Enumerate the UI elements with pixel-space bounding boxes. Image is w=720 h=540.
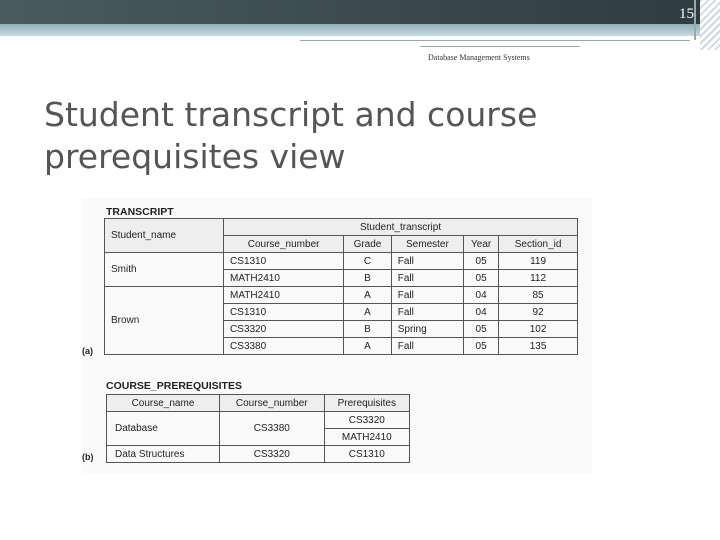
col-header: Semester <box>391 236 463 253</box>
table-cell: 112 <box>499 270 578 287</box>
table-cell: Fall <box>391 270 463 287</box>
table-cell: 135 <box>499 338 578 355</box>
course-number: CS3380 <box>219 412 324 446</box>
table-cell: Fall <box>391 287 463 304</box>
table-row <box>107 412 410 429</box>
col-header: Course_number <box>219 395 324 412</box>
table-cell: 119 <box>499 253 578 270</box>
table-cell: MATH2410 <box>224 287 344 304</box>
header-accent-bar <box>0 24 700 36</box>
header-student-transcript: Student_transcript <box>224 219 578 236</box>
slide-title: Student transcript and course prerequisites view <box>44 95 538 176</box>
student-name: Smith <box>105 253 224 287</box>
course-name: Data Structures <box>107 446 220 463</box>
figure-caption-a: (a) <box>82 346 93 356</box>
table-cell: 05 <box>464 338 499 355</box>
table-cell: Fall <box>391 338 463 355</box>
course-name: Database <box>107 412 220 446</box>
table-cell: 102 <box>499 321 578 338</box>
col-header: Year <box>464 236 499 253</box>
table-cell: A <box>344 287 392 304</box>
table-cell: 05 <box>464 321 499 338</box>
table-cell: C <box>344 253 392 270</box>
transcript-table <box>104 218 578 355</box>
table-cell: Fall <box>391 304 463 321</box>
table-cell: 92 <box>499 304 578 321</box>
col-header: Prerequisites <box>324 395 409 412</box>
table-cell: MATH2410 <box>224 270 344 287</box>
table-row <box>107 446 410 463</box>
table-cell: CS1310 <box>224 304 344 321</box>
header-student-name: Student_name <box>105 219 224 253</box>
table-cell: A <box>344 304 392 321</box>
course-number: CS3320 <box>219 446 324 463</box>
table-cell: 85 <box>499 287 578 304</box>
corner-pattern <box>700 0 720 50</box>
transcript-label: TRANSCRIPT <box>106 206 174 218</box>
slide-number: 15 <box>679 6 694 22</box>
table-cell: 04 <box>464 287 499 304</box>
table-cell: CS1310 <box>224 253 344 270</box>
decor-line <box>420 46 580 47</box>
col-header: Course_name <box>107 395 220 412</box>
figure-caption-b: (b) <box>82 452 94 462</box>
header-bar <box>0 0 700 24</box>
table-cell: B <box>344 321 392 338</box>
decor-line <box>694 0 696 40</box>
table-cell: 05 <box>464 270 499 287</box>
prerequisite: MATH2410 <box>324 429 409 446</box>
table-cell: Fall <box>391 253 463 270</box>
table-cell: 04 <box>464 304 499 321</box>
col-header: Course_number <box>224 236 344 253</box>
col-header: Grade <box>344 236 392 253</box>
course-title: Database Management Systems <box>428 53 530 62</box>
figure-scan <box>82 198 592 473</box>
table-cell: A <box>344 338 392 355</box>
col-header: Section_id <box>499 236 578 253</box>
student-name: Brown <box>105 287 224 355</box>
decor-line <box>300 40 690 41</box>
prereq-label: COURSE_PREREQUISITES <box>106 380 242 392</box>
table-cell: Spring <box>391 321 463 338</box>
table-cell: CS3380 <box>224 338 344 355</box>
table-row <box>105 253 578 270</box>
prerequisite: CS1310 <box>324 446 409 463</box>
table-cell: 05 <box>464 253 499 270</box>
table-row <box>105 287 578 304</box>
table-cell: B <box>344 270 392 287</box>
prereq-table <box>106 394 410 463</box>
prerequisite: CS3320 <box>324 412 409 429</box>
table-cell: CS3320 <box>224 321 344 338</box>
